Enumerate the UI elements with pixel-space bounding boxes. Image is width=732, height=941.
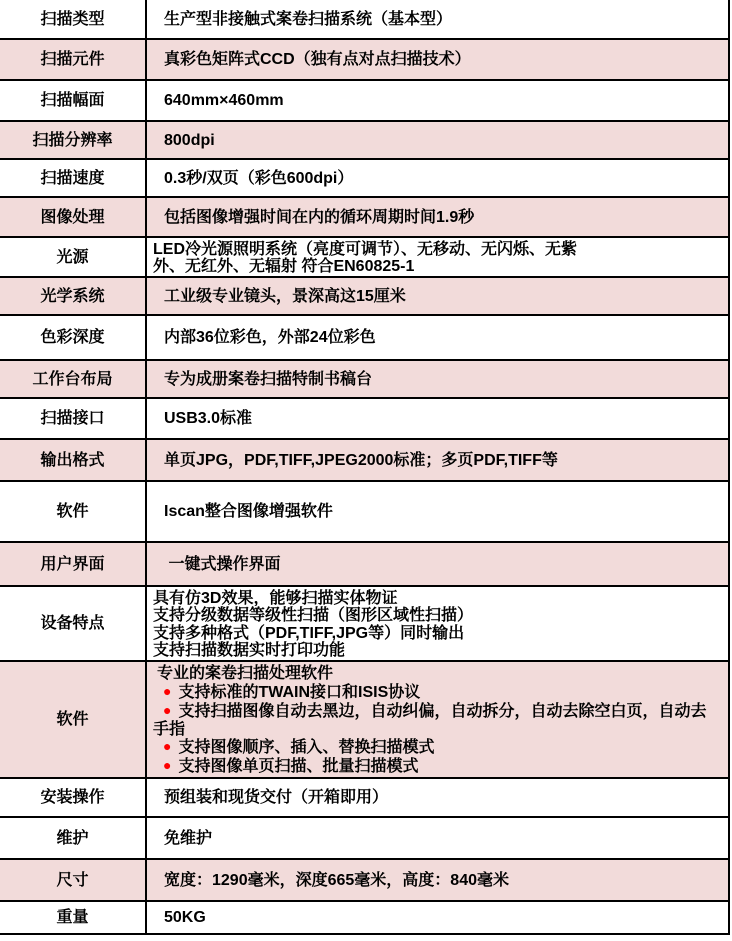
spec-line-text: 50KG <box>164 909 206 926</box>
spec-value <box>147 818 728 858</box>
spec-label: 输出格式 <box>0 440 147 480</box>
spec-line-text: 支持图像单页扫描、批量扫描模式 <box>178 758 419 775</box>
spec-line <box>157 664 720 682</box>
spec-value <box>147 81 728 120</box>
spec-row <box>0 198 728 238</box>
spec-line <box>164 328 720 347</box>
spec-line-text: 免维护 <box>164 829 213 847</box>
spec-line-text: 一键式操作界面 <box>164 555 281 573</box>
spec-line-text: 内部36位彩色，外部24位彩色 <box>164 329 376 346</box>
spec-line <box>163 701 720 720</box>
spec-line-text: USB3.0标准 <box>164 410 253 427</box>
spec-label: 扫描类型 <box>0 0 147 38</box>
spec-label: 光学系统 <box>0 278 147 314</box>
spec-line <box>153 589 720 606</box>
spec-line-text: 支持扫描图像自动去黑边，自动纠偏，自动拆分，自动去除空白页，自动去 <box>178 702 707 720</box>
spec-line <box>164 502 720 521</box>
spec-line <box>153 720 720 738</box>
spec-value <box>147 0 728 38</box>
spec-row <box>0 316 728 361</box>
spec-line-text: 支持多种格式（PDF,TIFF,JPG等）同时输出 <box>153 624 465 641</box>
spec-line-text: 单页JPG，PDF,TIFF,JPEG2000标准；多页PDF,TIFF等 <box>164 451 558 469</box>
spec-row <box>0 482 728 543</box>
spec-label: 扫描分辨率 <box>0 122 147 158</box>
spec-line-text: 0.3秒/双页（彩色600dpi） <box>164 169 354 187</box>
spec-line-text: 具有仿3D效果，能够扫描实体物证 <box>153 590 398 607</box>
spec-line-text: 800dpi <box>164 131 215 149</box>
spec-line-text: 640mm×460mm <box>164 92 284 109</box>
spec-line <box>153 606 720 623</box>
spec-line <box>164 908 720 927</box>
spec-value <box>147 587 728 660</box>
spec-line <box>153 624 720 641</box>
spec-line <box>164 788 720 807</box>
spec-row <box>0 361 728 399</box>
spec-line <box>164 50 720 69</box>
spec-line-text: 生产型非接触式案卷扫描系统（基本型） <box>164 10 453 28</box>
spec-line <box>164 169 720 188</box>
bullet-icon: ● <box>163 701 172 718</box>
spec-value <box>147 399 728 438</box>
spec-value <box>147 122 728 158</box>
spec-line-text: 支持分级数据等级性扫描（图形区域性扫描） <box>153 607 474 624</box>
spec-row <box>0 278 728 316</box>
spec-row <box>0 902 728 935</box>
spec-line <box>164 871 720 890</box>
spec-value <box>147 238 728 276</box>
spec-label: 维护 <box>0 818 147 858</box>
spec-label: 扫描元件 <box>0 40 147 79</box>
spec-value <box>147 278 728 314</box>
spec-label: 扫描速度 <box>0 160 147 196</box>
spec-value <box>147 662 728 777</box>
spec-line-text: 专为成册案卷扫描特制书稿台 <box>164 370 373 388</box>
spec-line <box>153 240 720 257</box>
spec-label: 图像处理 <box>0 198 147 236</box>
spec-line <box>163 737 720 756</box>
spec-row <box>0 818 728 860</box>
spec-line <box>163 682 720 701</box>
spec-label: 重量 <box>0 902 147 933</box>
spec-line <box>153 257 720 274</box>
spec-line-text: 预组装和现货交付（开箱即用） <box>164 789 389 806</box>
spec-row <box>0 440 728 482</box>
spec-line-text: Iscan整合图像增强软件 <box>164 503 333 520</box>
spec-value <box>147 361 728 397</box>
spec-label: 设备特点 <box>0 587 147 660</box>
spec-line-text: 支持标准的TWAIN接口和ISIS协议 <box>178 683 421 701</box>
spec-label: 用户界面 <box>0 543 147 585</box>
spec-line <box>164 131 720 150</box>
spec-line-text: 真彩色矩阵式CCD（独有点对点扫描技术） <box>164 51 471 68</box>
spec-line-text: 包括图像增强时间在内的循环周期时间1.9秒 <box>164 208 475 226</box>
spec-line <box>164 287 720 306</box>
spec-label: 工作台布局 <box>0 361 147 397</box>
spec-row <box>0 662 728 779</box>
spec-value <box>147 40 728 79</box>
spec-line <box>164 370 720 389</box>
spec-row <box>0 238 728 278</box>
spec-label: 光源 <box>0 238 147 276</box>
spec-line-text: 宽度：1290毫米，深度665毫米，高度：840毫米 <box>164 871 509 889</box>
spec-label: 扫描接口 <box>0 399 147 438</box>
bullet-icon: ● <box>163 682 172 699</box>
spec-label: 软件 <box>0 482 147 541</box>
spec-value <box>147 902 728 933</box>
spec-label: 尺寸 <box>0 860 147 900</box>
spec-value <box>147 160 728 196</box>
spec-value <box>147 316 728 359</box>
spec-row <box>0 860 728 902</box>
spec-value <box>147 860 728 900</box>
spec-line-text: 外、无红外、无辐射 符合EN60825-1 <box>153 258 415 274</box>
bullet-icon: ● <box>163 738 172 755</box>
spec-line <box>164 451 720 470</box>
spec-line <box>164 208 720 227</box>
spec-line-text: 工业级专业镜头，景深高这15厘米 <box>164 287 406 305</box>
spec-line <box>164 829 720 848</box>
spec-row <box>0 122 728 160</box>
spec-value <box>147 543 728 585</box>
bullet-icon: ● <box>163 757 172 774</box>
spec-line <box>163 756 720 775</box>
spec-value <box>147 440 728 480</box>
spec-line-text: 支持图像顺序、插入、替换扫描模式 <box>178 739 435 757</box>
spec-line-text: 支持扫描数据实时打印功能 <box>153 641 346 658</box>
spec-row <box>0 587 728 662</box>
spec-line-text: 专业的案卷扫描处理软件 <box>157 665 334 682</box>
spec-label: 色彩深度 <box>0 316 147 359</box>
spec-label: 扫描幅面 <box>0 81 147 120</box>
spec-label: 软件 <box>0 662 147 777</box>
spec-row <box>0 0 728 40</box>
spec-line <box>164 555 720 574</box>
spec-label: 安装操作 <box>0 779 147 816</box>
spec-line <box>153 641 720 658</box>
spec-line <box>164 91 720 110</box>
spec-row <box>0 399 728 440</box>
spec-line <box>164 409 720 428</box>
spec-row <box>0 779 728 818</box>
spec-value <box>147 779 728 816</box>
spec-line <box>164 10 720 29</box>
spec-row <box>0 160 728 198</box>
spec-line-text: 手指 <box>153 720 186 738</box>
spec-row <box>0 81 728 122</box>
spec-line-text: LED冷光源照明系统（亮度可调节）、无移动、无闪烁、无紫 <box>153 241 578 257</box>
spec-row <box>0 543 728 587</box>
spec-value <box>147 198 728 236</box>
spec-value <box>147 482 728 541</box>
spec-row <box>0 40 728 81</box>
